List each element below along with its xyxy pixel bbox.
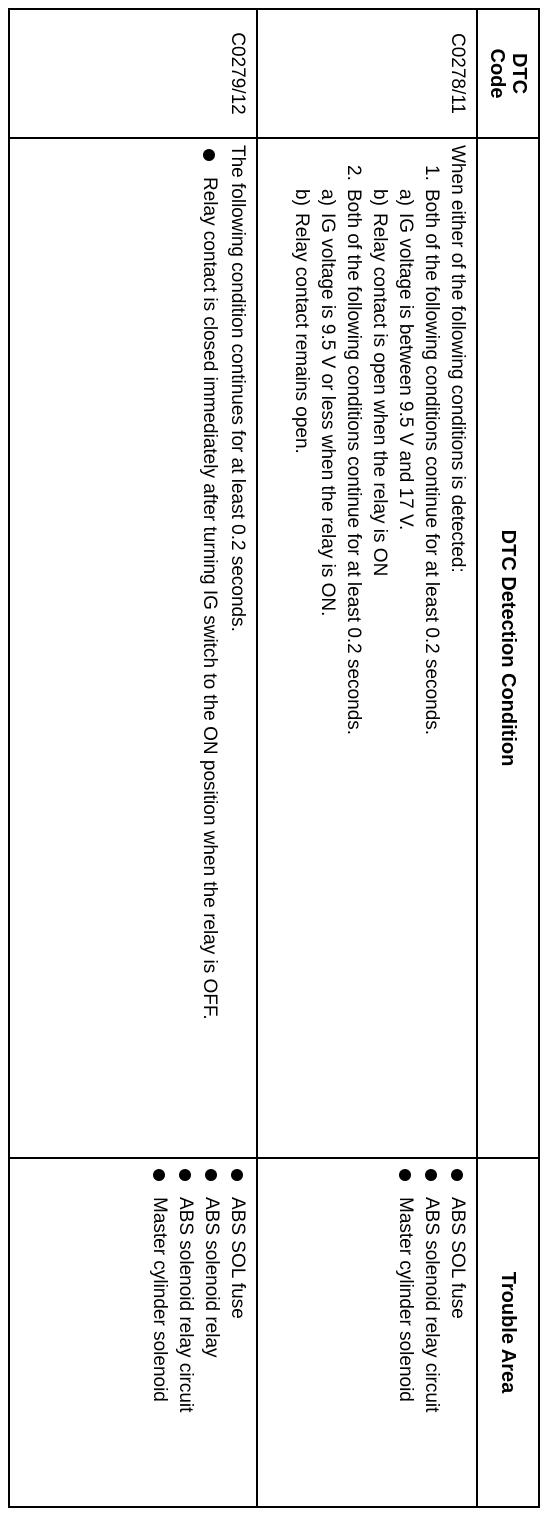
item-number: 2. — [343, 165, 364, 181]
trouble-area-list — [146, 1165, 250, 1500]
condition-item-1b — [366, 145, 392, 1151]
sub-text: Relay contact remains open. — [291, 213, 312, 454]
condition-intro: When either of the following conditions is detected: — [447, 145, 468, 573]
list-item: Master cylinder solenoid — [392, 1165, 418, 1500]
sub-label: b) — [291, 189, 312, 206]
list-item: Relay contact is closed immediately after turning IG switch to the ON position when the relay is OFF. — [196, 145, 222, 1151]
item-number: 1. — [421, 165, 442, 181]
list-item: ABS SOL fuse — [224, 1165, 250, 1500]
table-row — [257, 9, 477, 1507]
item-text: Both of the following conditions continue for at least 0.2 seconds. — [343, 189, 364, 736]
header-trouble-area: Trouble Area — [477, 1158, 539, 1507]
detection-condition-cell — [9, 138, 257, 1158]
sub-label: a) — [317, 189, 338, 206]
sub-text: IG voltage is 9.5 V or less when the relay is ON. — [317, 213, 338, 617]
condition-item-1a — [392, 145, 418, 1151]
trouble-area-cell — [9, 1158, 257, 1507]
item-text: Both of the following conditions continue for at least 0.2 seconds. — [421, 189, 442, 736]
condition-item-2b — [288, 145, 314, 1151]
header-row — [477, 9, 539, 1507]
detection-condition-cell — [257, 138, 477, 1158]
condition-item-2a — [314, 145, 340, 1151]
condition-item-1 — [418, 145, 444, 1151]
sub-text: Relay contact is open when the relay is ON — [369, 213, 390, 577]
header-dtc-code: DTC Code — [477, 9, 539, 138]
header-detection-condition: DTC Detection Condition — [477, 138, 539, 1158]
table-row — [9, 9, 257, 1507]
condition-intro: The following condition continues for at least 0.2 seconds. — [227, 145, 249, 632]
list-item: ABS solenoid relay circuit — [418, 1165, 444, 1500]
dtc-table — [8, 8, 540, 1508]
dtc-code-cell: C0278/11 — [257, 9, 477, 138]
list-item: ABS solenoid relay circuit — [172, 1165, 198, 1500]
condition-bullet-list — [196, 145, 222, 1151]
list-item: Master cylinder solenoid — [146, 1165, 172, 1500]
sub-label: a) — [395, 189, 416, 206]
trouble-area-cell — [257, 1158, 477, 1507]
trouble-area-list — [392, 1165, 470, 1500]
condition-item-2 — [340, 145, 366, 1151]
sub-label: b) — [369, 189, 390, 206]
dtc-code-cell: C0279/12 — [9, 9, 257, 138]
sub-text: IG voltage is between 9.5 V and 17 V. — [395, 213, 416, 531]
list-item: ABS solenoid relay — [198, 1165, 224, 1500]
list-item: ABS SOL fuse — [444, 1165, 470, 1500]
